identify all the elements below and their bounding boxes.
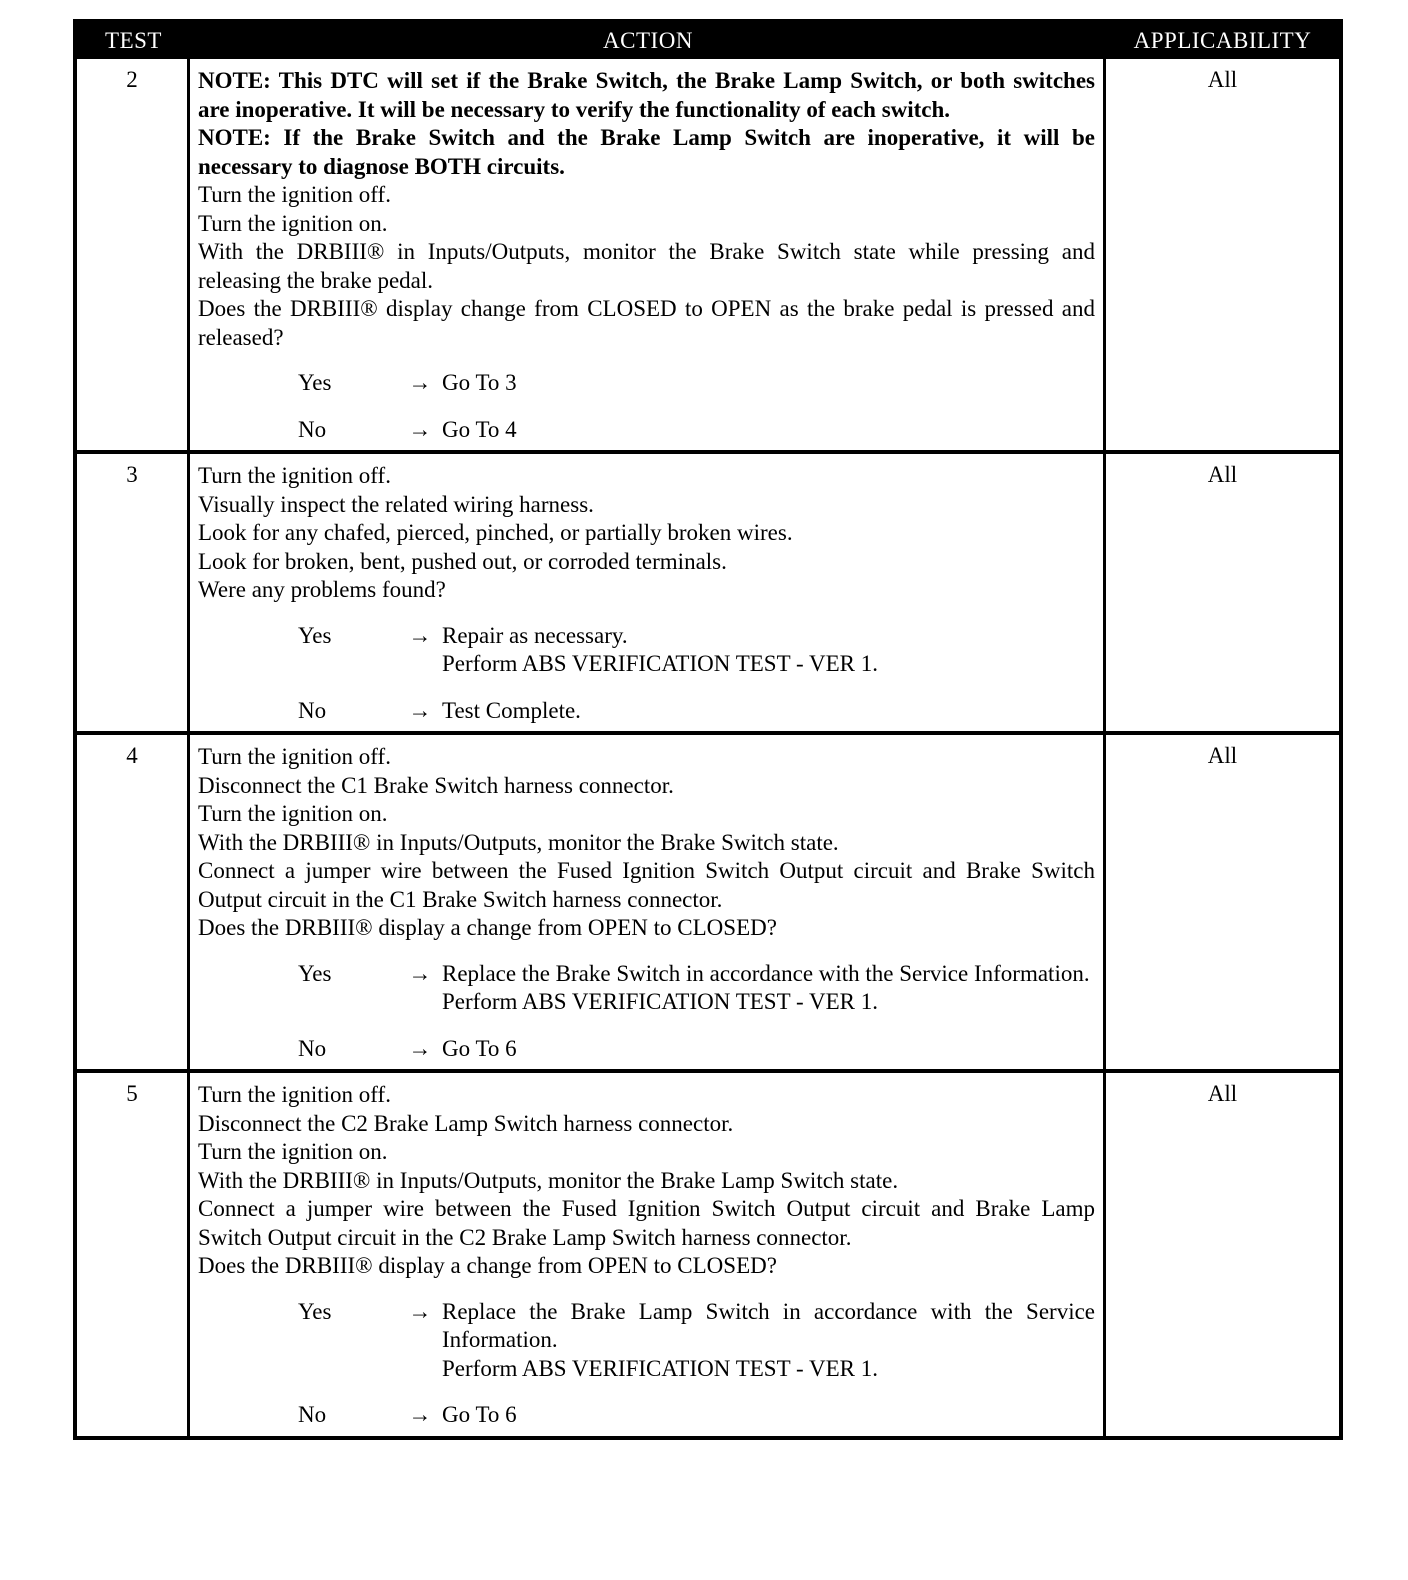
- arrow-right-icon: →: [408, 960, 432, 986]
- answer-yes: [198, 369, 1095, 398]
- answer-text: [442, 1035, 1095, 1064]
- table-row: [77, 1069, 1339, 1436]
- instruction-line: Does the DRBIII® display change from CLOSED to OPEN as the brake pedal is pressed and released?: [198, 296, 1095, 350]
- answer-list: [198, 960, 1095, 1064]
- answer-list: [198, 1298, 1095, 1430]
- test-number: 5: [77, 1073, 190, 1436]
- answer-label: No: [298, 1402, 327, 1427]
- answer-label: No: [298, 416, 327, 442]
- answer-line: Go To 4: [442, 416, 517, 442]
- answer-line: Perform ABS VERIFICATION TEST - VER 1.: [442, 651, 878, 676]
- answer-label: Yes: [298, 622, 332, 648]
- arrow-right-icon: →: [408, 1035, 432, 1061]
- answer-line: Replace the Brake Lamp Switch in accordance with the Service Information.: [442, 1298, 1095, 1352]
- answer-line: Go To 6: [442, 1035, 517, 1061]
- answer-text: [442, 1298, 1095, 1384]
- answer-label: Yes: [298, 1298, 332, 1324]
- action-cell: [190, 454, 1106, 731]
- answer-line: Perform ABS VERIFICATION TEST - VER 1.: [442, 989, 878, 1014]
- instruction-line: Does the DRBIII® display a change from OPEN to CLOSED?: [198, 1253, 777, 1278]
- answer-list: [198, 369, 1095, 444]
- table-row: [77, 450, 1339, 731]
- instruction-line: Turn the ignition off.: [198, 744, 391, 769]
- answer-text: [442, 1401, 1095, 1430]
- arrow-right-icon: →: [408, 370, 432, 395]
- table-header: [77, 23, 1339, 59]
- instruction-line: With the DRBIII® in Inputs/Outputs, monitor the Brake Lamp Switch state.: [198, 1167, 899, 1193]
- answer-text: [442, 960, 1095, 1017]
- instruction-line: Does the DRBIII® display a change from OPEN to CLOSED?: [198, 915, 777, 940]
- instruction-line: Were any problems found?: [198, 577, 446, 602]
- test-number: 4: [77, 735, 190, 1069]
- instruction-line: Look for broken, bent, pushed out, or corroded terminals.: [198, 548, 727, 574]
- instruction-line: Connect a jumper wire between the Fused Ignition Switch Output circuit and Brake Lamp Switch Output circuit in the C2 Brake Lamp Switch harness connector.: [198, 1196, 1095, 1250]
- answer-no: [198, 416, 1095, 445]
- action-cell: [190, 735, 1106, 1069]
- answer-line: Test Complete.: [442, 697, 581, 723]
- diagnostic-test-table: [73, 19, 1343, 1440]
- header-applicability: APPLICABILITY: [1133, 28, 1312, 53]
- arrow-right-icon: →: [408, 416, 432, 442]
- test-number: 3: [77, 454, 190, 731]
- answer-line: Repair as necessary.: [442, 622, 628, 648]
- answer-no: [198, 1401, 1095, 1430]
- instruction-line: With the DRBIII® in Inputs/Outputs, monitor the Brake Switch state.: [198, 829, 839, 855]
- instruction-line: Turn the ignition off.: [198, 1082, 391, 1107]
- answer-text: [442, 697, 1095, 726]
- answer-no: [198, 1035, 1095, 1064]
- applicability-value: All: [1207, 1081, 1238, 1106]
- answer-yes: [198, 1298, 1095, 1384]
- answer-label: Yes: [298, 370, 332, 395]
- applicability-value: All: [1207, 67, 1238, 92]
- applicability-value: All: [1207, 462, 1238, 487]
- answer-yes: [198, 960, 1095, 1017]
- answer-text: [442, 416, 1095, 445]
- action-cell: [190, 1073, 1106, 1436]
- answer-line: Go To 3: [442, 370, 517, 395]
- action-cell: [190, 59, 1106, 450]
- answer-text: [442, 369, 1095, 398]
- instruction-line: Connect a jumper wire between the Fused Ignition Switch Output circuit and Brake Switch Output circuit in the C1 Brake Switch harness connector.: [198, 858, 1095, 912]
- answer-list: [198, 622, 1095, 726]
- instruction-line: Visually inspect the related wiring harness.: [198, 491, 594, 517]
- instruction-line: Look for any chafed, pierced, pinched, or partially broken wires.: [198, 520, 793, 545]
- instruction-line: Disconnect the C2 Brake Lamp Switch harness connector.: [198, 1110, 734, 1136]
- table-row: [77, 731, 1339, 1069]
- instruction-line: Turn the ignition on.: [198, 801, 388, 826]
- note-line: NOTE: This DTC will set if the Brake Switch, the Brake Lamp Switch, or both switches are inoperative. It will be necessary to verify the functionality of each switch.: [198, 68, 1095, 122]
- table-body: [77, 59, 1339, 1436]
- applicability-value: All: [1207, 743, 1238, 768]
- answer-line: Go To 6: [442, 1402, 517, 1427]
- note-line: NOTE: If the Brake Switch and the Brake Lamp Switch are inoperative, it will be necessary to diagnose BOTH circuits.: [198, 125, 1095, 179]
- arrow-right-icon: →: [408, 697, 432, 723]
- answer-label: No: [298, 697, 327, 723]
- arrow-right-icon: →: [408, 622, 432, 648]
- instruction-line: Turn the ignition on.: [198, 1139, 388, 1164]
- arrow-right-icon: →: [408, 1298, 432, 1324]
- answer-line: Replace the Brake Switch in accordance with the Service Information.: [442, 960, 1090, 986]
- answer-line: Perform ABS VERIFICATION TEST - VER 1.: [442, 1355, 878, 1381]
- instruction-line: With the DRBIII® in Inputs/Outputs, monitor the Brake Switch state while pressing and releasing the brake pedal.: [198, 239, 1095, 293]
- instruction-line: Disconnect the C1 Brake Switch harness connector.: [198, 772, 674, 798]
- answer-label: No: [298, 1035, 327, 1061]
- table-row: [77, 59, 1339, 450]
- instruction-line: Turn the ignition on.: [198, 210, 388, 236]
- answer-label: Yes: [298, 960, 332, 986]
- test-number: 2: [77, 59, 190, 450]
- answer-text: [442, 622, 1095, 679]
- answer-no: [198, 697, 1095, 726]
- instruction-line: Turn the ignition off.: [198, 463, 391, 488]
- instruction-line: Turn the ignition off.: [198, 182, 391, 207]
- answer-yes: [198, 622, 1095, 679]
- header-test: TEST: [105, 28, 162, 53]
- header-action: ACTION: [603, 28, 693, 53]
- arrow-right-icon: →: [408, 1402, 432, 1427]
